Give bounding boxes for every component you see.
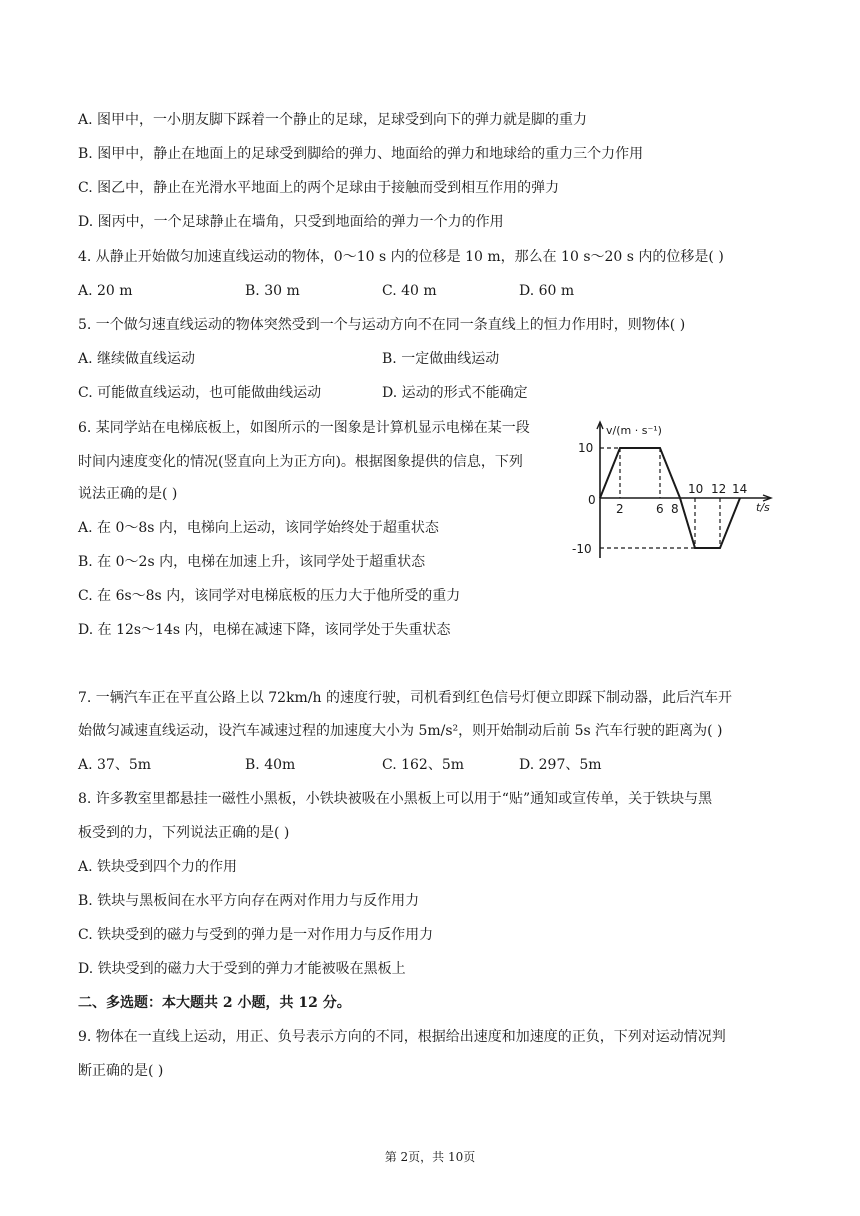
q5-option-c: C. 可能做直线运动，也可能做曲线运动 xyxy=(78,385,322,401)
q3-option-d: D. 图丙中，一个足球静止在墙角，只受到地面给的弹力一个力的作用 xyxy=(78,214,504,230)
q7-option-b: B. 40m xyxy=(245,757,296,773)
q8-option-b: B. 铁块与黑板间在水平方向存在两对作用力与反作用力 xyxy=(78,893,420,909)
q4-option-c: C. 40 m xyxy=(382,283,437,299)
page-footer: 第 2页，共 10页 xyxy=(384,1150,476,1164)
v-axis-label: v/(m · s⁻¹) xyxy=(606,424,662,437)
y-tick-0: 0 xyxy=(588,493,596,507)
q8-option-d: D. 铁块受到的磁力大于受到的弹力才能被吸在黑板上 xyxy=(78,961,406,977)
q5-option-d: D. 运动的形式不能确定 xyxy=(382,385,528,401)
x-tick-2: 2 xyxy=(616,502,624,516)
q5-option-b: B. 一定做曲线运动 xyxy=(382,351,500,367)
y-tick-10: 10 xyxy=(578,441,594,455)
q4-option-b: B. 30 m xyxy=(245,283,300,299)
q7-option-a: A. 37、5m xyxy=(78,757,152,773)
section-heading-multiple-choice: 二、多选题：本大题共 2 小题，共 12 分。 xyxy=(78,995,351,1011)
y-tick-neg10: -10 xyxy=(572,542,592,556)
x-tick-14: 14 xyxy=(732,482,748,496)
q4-option-d: D. 60 m xyxy=(519,283,575,299)
q9-stem-line1: 9. 物体在一直线上运动，用正、负号表示方向的不同，根据给出速度和加速度的正负，下列对运动情况判 xyxy=(78,1029,726,1045)
q6-option-d: D. 在 12s～14s 内，电梯在减速下降，该同学处于失重状态 xyxy=(78,622,451,638)
x-tick-8: 8 xyxy=(671,502,679,516)
q4-stem: 4. 从静止开始做匀加速直线运动的物体，0～10 s 内的位移是 10 m，那么在 10 s～20 s 内的位移是( ) xyxy=(78,249,724,265)
x-tick-10: 10 xyxy=(688,482,704,496)
q7-stem-line2: 始做匀减速直线运动，设汽车减速过程的加速度大小为 5m/s²，则开始制动后前 5s 汽车行驶的距离为( ) xyxy=(78,723,723,739)
q9-stem-line2: 断正确的是( ) xyxy=(78,1063,164,1079)
q7-option-c: C. 162、5m xyxy=(382,757,465,773)
q6-stem-line3: 说法正确的是( ) xyxy=(78,486,178,502)
x-tick-12: 12 xyxy=(711,482,727,496)
t-axis-label: t/s xyxy=(756,501,770,514)
q6-stem-line1: 6. 某同学站在电梯底板上，如图所示的一图象是计算机显示电梯在某一段 xyxy=(78,420,530,436)
q8-stem-line2: 板受到的力，下列说法正确的是( ) xyxy=(78,825,290,841)
q7-stem-line1: 7. 一辆汽车正在平直公路上以 72km/h 的速度行驶，司机看到红色信号灯便立即踩下制动器，此后汽车开 xyxy=(78,690,733,706)
q5-stem: 5. 一个做匀速直线运动的物体突然受到一个与运动方向不在同一条直线上的恒力作用时，则物体( ) xyxy=(78,317,686,333)
q6-stem-line2: 时间内速度变化的情况(竖直向上为正方向)。根据图象提供的信息，下列 xyxy=(78,454,523,470)
q6-option-b: B. 在 0～2s 内，电梯在加速上升，该同学处于超重状态 xyxy=(78,554,426,570)
x-tick-6: 6 xyxy=(656,502,664,516)
q4-option-a: A. 20 m xyxy=(78,283,133,299)
velocity-time-graph xyxy=(570,418,790,568)
q3-option-b: B. 图甲中，静止在地面上的足球受到脚给的弹力、地面给的弹力和地球给的重力三个力作用 xyxy=(78,146,644,162)
q7-option-d: D. 297、5m xyxy=(519,757,602,773)
q3-option-a: A. 图甲中，一小朋友脚下踩着一个静止的足球，足球受到向下的弹力就是脚的重力 xyxy=(78,112,588,128)
q5-option-a: A. 继续做直线运动 xyxy=(78,351,196,367)
q8-stem-line1: 8. 许多教室里都悬挂一磁性小黑板，小铁块被吸在小黑板上可以用于“贴”通知或宣传单，关于铁块与黑 xyxy=(78,791,713,807)
q6-option-c: C. 在 6s～8s 内，该同学对电梯底板的压力大于他所受的重力 xyxy=(78,588,461,604)
q8-option-a: A. 铁块受到四个力的作用 xyxy=(78,859,238,875)
q6-option-a: A. 在 0～8s 内，电梯向上运动，该同学始终处于超重状态 xyxy=(78,520,439,536)
q8-option-c: C. 铁块受到的磁力与受到的弹力是一对作用力与反作用力 xyxy=(78,927,434,943)
q3-option-c: C. 图乙中，静止在光滑水平地面上的两个足球由于接触而受到相互作用的弹力 xyxy=(78,180,560,196)
